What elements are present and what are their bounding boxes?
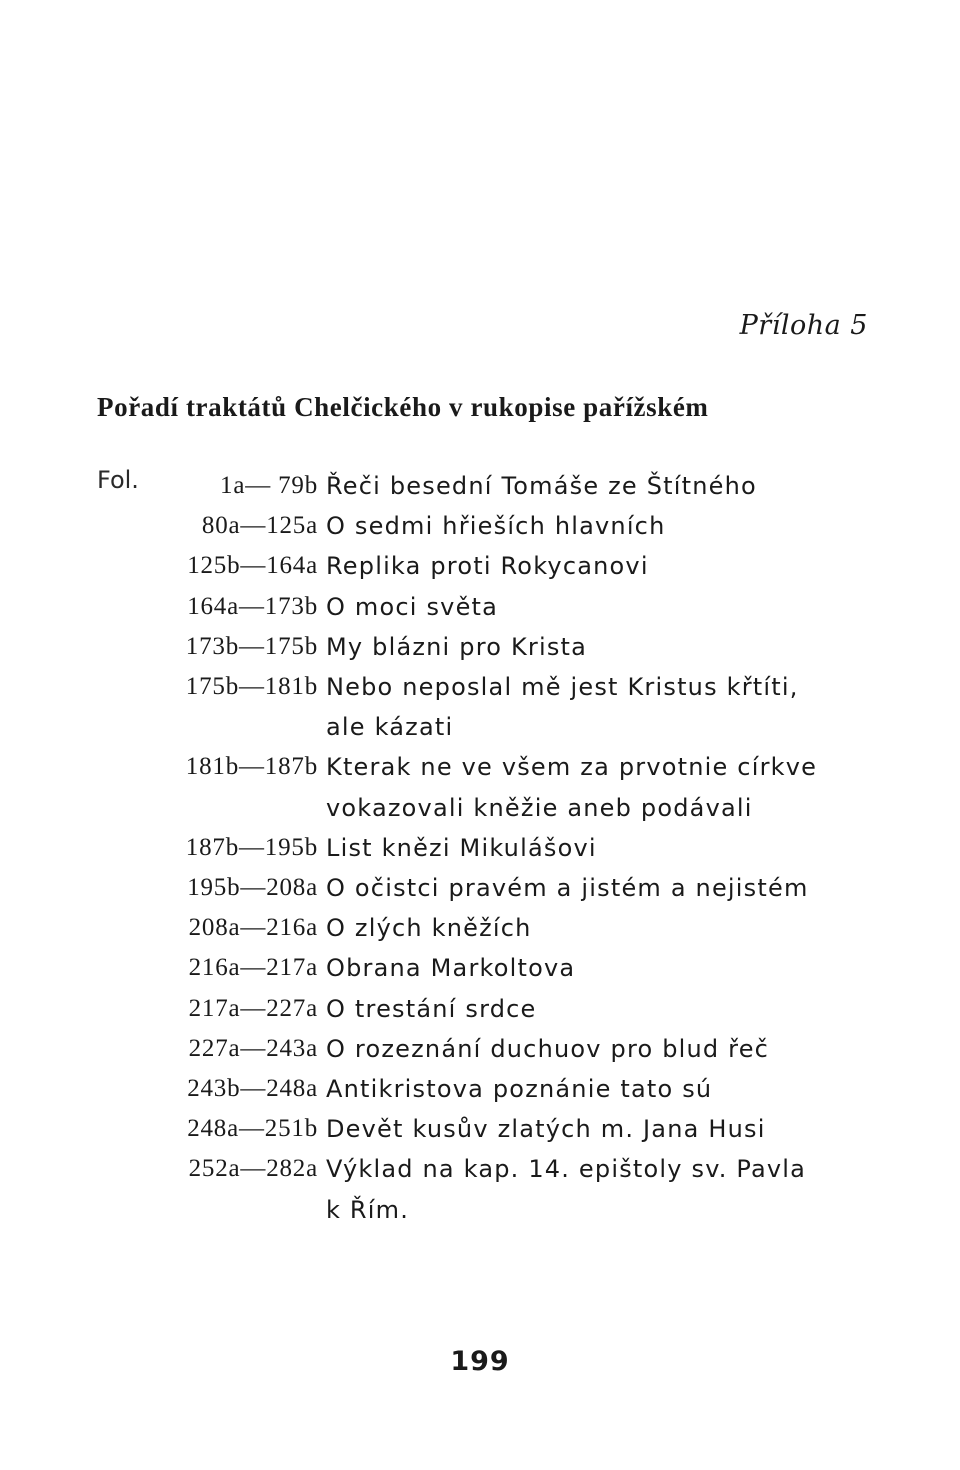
folio-range: 208a—216a xyxy=(188,914,318,942)
tract-title: O sedmi hřieších hlavních xyxy=(326,512,666,541)
tract-title: Obrana Markoltova xyxy=(326,954,576,983)
folio-range: 125b—164a xyxy=(187,552,318,580)
page-number: 199 xyxy=(450,1346,510,1377)
folio-range: 164a—173b xyxy=(187,592,318,620)
folio-range: 173b—175b xyxy=(185,632,318,660)
folio-range: 195b—208a xyxy=(187,874,318,902)
tract-entry xyxy=(0,868,960,908)
tract-title: O očistci pravém a jistém a nejistém xyxy=(326,874,809,903)
tract-entry xyxy=(0,948,960,988)
folio-range: 243b—248a xyxy=(187,1075,318,1103)
tract-entry xyxy=(0,828,960,868)
folio-range: 252a—282a xyxy=(188,1155,318,1183)
appendix-label: Příloha 5 xyxy=(739,310,868,341)
tract-entry xyxy=(0,627,960,667)
tract-title: Antikristova poznánie tato sú xyxy=(326,1075,713,1104)
tract-entry xyxy=(0,1029,960,1069)
folio-range: 175b—181b xyxy=(185,673,318,701)
tract-entry xyxy=(0,587,960,627)
tract-title: O moci světa xyxy=(326,592,499,621)
tract-entry xyxy=(0,1109,960,1149)
tract-entry xyxy=(0,466,960,506)
tract-entry xyxy=(0,1149,960,1229)
folio-range: 1a— 79b xyxy=(220,472,318,499)
tract-title: Replika proti Rokycanovi xyxy=(326,552,649,581)
tract-title: Devět kusův zlatých m. Jana Husi xyxy=(326,1115,766,1144)
tract-title: Kterak ne ve všem za prvotnie církve vokazovali kněžie aneb podávali xyxy=(326,753,818,822)
folio-range: 227a—243a xyxy=(188,1034,318,1062)
page-title: Pořadí traktátů Chelčického v rukopise pařížském xyxy=(97,392,709,422)
folio-label: Fol. xyxy=(97,466,139,494)
folio-range: 216a—217a xyxy=(188,954,318,982)
folio-range: 217a—227a xyxy=(188,994,318,1022)
tract-title: Řeči besední Tomáše ze Štítného xyxy=(326,472,757,500)
folio-range: 187b—195b xyxy=(185,833,318,861)
tract-title: List knězi Mikulášovi xyxy=(326,833,597,862)
tract-title: My blázni pro Krista xyxy=(326,632,588,661)
folio-range: 248a—251b xyxy=(187,1115,318,1143)
tract-entry xyxy=(0,546,960,586)
tract-entry xyxy=(0,1069,960,1109)
tract-entry xyxy=(0,908,960,948)
tract-title: O trestání srdce xyxy=(326,994,537,1023)
tract-title: O zlých kněžích xyxy=(326,914,532,943)
tract-entry xyxy=(0,667,960,747)
tract-title: Výklad na kap. 14. epištoly sv. Pavla k Řím. xyxy=(326,1155,807,1224)
tract-title: O rozeznání duchuov pro blud řeč xyxy=(326,1034,770,1063)
tract-title: Nebo neposlal mě jest Kristus křtíti, ale kázati xyxy=(326,673,799,742)
tract-entry xyxy=(0,989,960,1029)
tract-entry xyxy=(0,747,960,827)
folio-range: 181b—187b xyxy=(185,753,318,781)
tract-entry xyxy=(0,506,960,546)
folio-range: 80a—125a xyxy=(201,512,318,540)
tract-list xyxy=(0,466,960,1230)
